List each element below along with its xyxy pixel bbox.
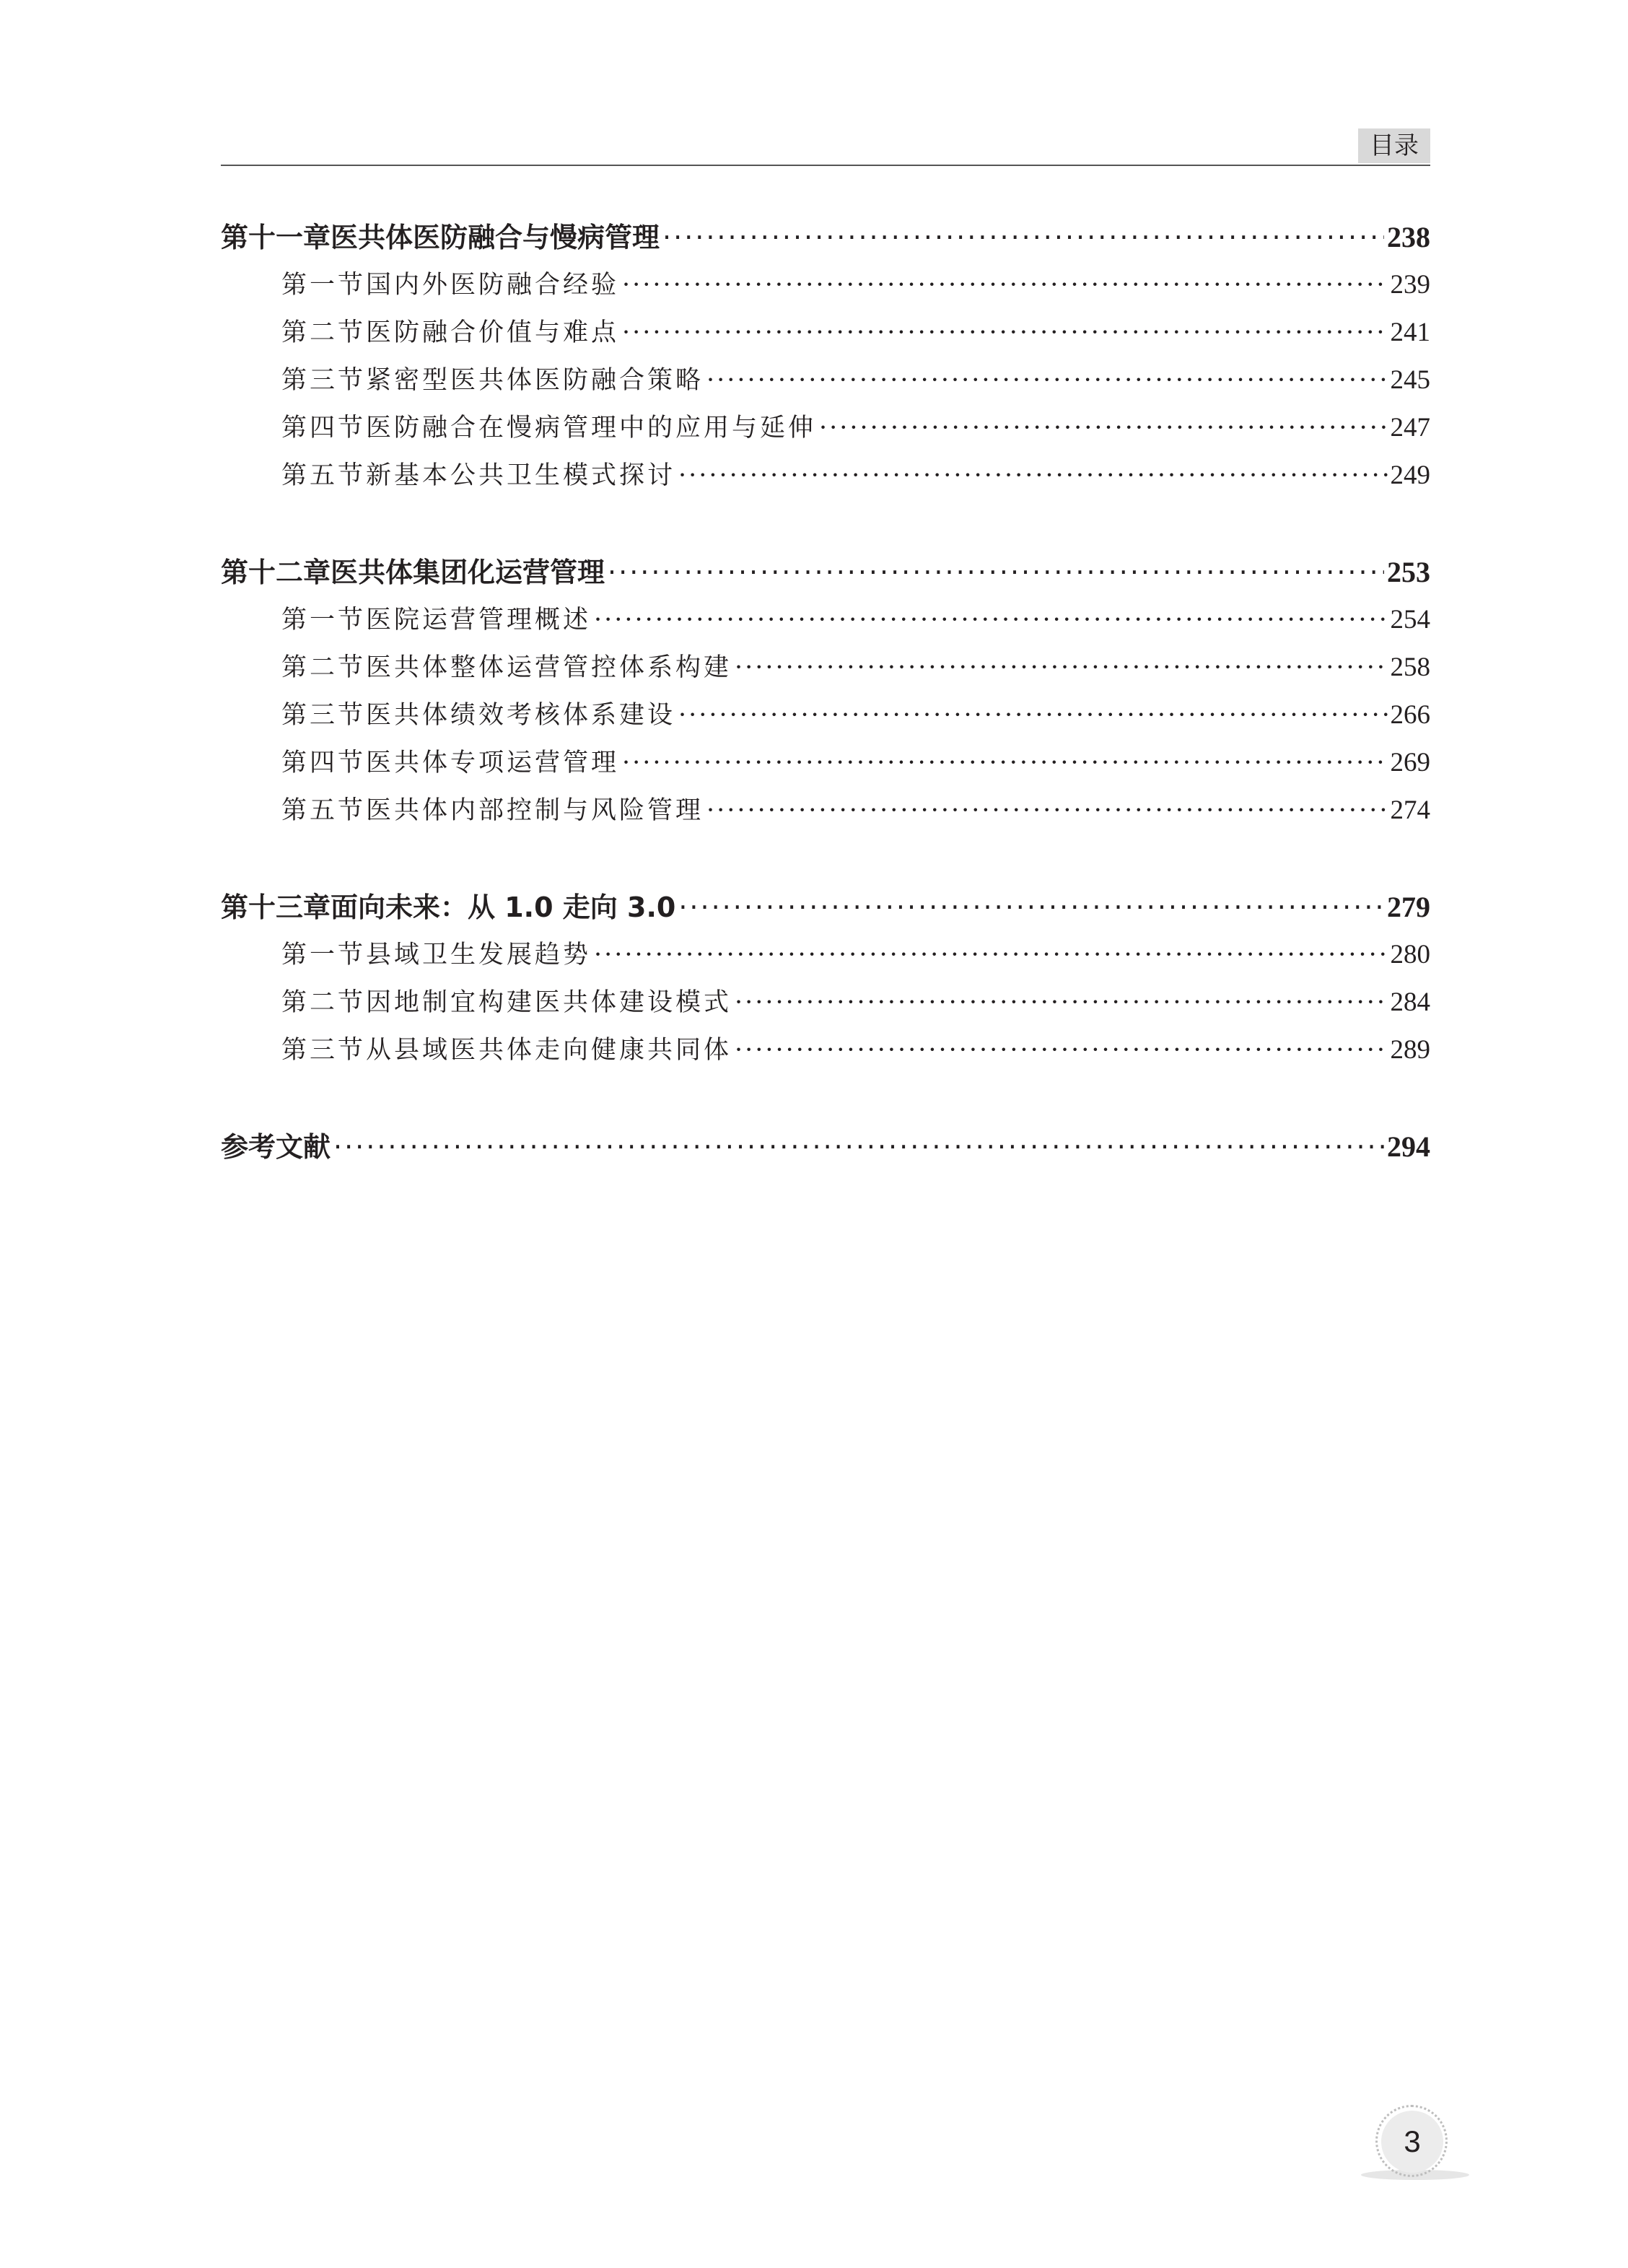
dot-leader [819,404,1387,452]
section-number: 第三节 [281,701,367,730]
page-number: 294 [1387,1130,1430,1163]
dot-leader [608,549,1384,596]
toc-section[interactable] [221,1026,1430,1074]
page-number-badge: 3 [1381,2111,1443,2173]
section-number: 第二节 [281,318,367,347]
toc-section[interactable] [221,979,1430,1026]
section-title: 医共体内部控制与风险管理 [366,796,704,825]
dot-leader [622,261,1387,309]
section-number: 第一节 [281,941,367,969]
page-number: 238 [1387,221,1430,253]
page-number: 245 [1390,365,1430,395]
section-number: 第二节 [281,988,367,1017]
toc-section[interactable] [221,404,1430,452]
chapter-spacer [221,1074,1430,1123]
dot-leader [594,596,1387,644]
section-title: 县域卫生发展趋势 [366,941,592,969]
chapter-title: 医共体集团化运营管理 [331,557,605,588]
dot-leader [706,787,1387,834]
chapter-number: 第十二章 [221,557,331,588]
section-number: 第一节 [281,271,367,300]
section-title: 从县域医共体走向健康共同体 [366,1036,732,1065]
page-number: 254 [1390,605,1430,634]
page-number: 266 [1390,700,1430,730]
dot-leader [678,452,1387,500]
chapter-title: 医共体医防融合与慢病管理 [331,222,660,253]
chapter-title: 面向未来：从 1.0 走向 3.0 [331,891,676,923]
toc-section[interactable] [221,787,1430,834]
section-title: 医共体专项运营管理 [366,749,620,777]
toc-section[interactable] [221,357,1430,404]
section-number: 第三节 [281,1036,367,1065]
section-title: 新基本公共卫生模式探讨 [366,461,676,490]
section-number: 第五节 [281,461,367,490]
page-number: 289 [1390,1035,1430,1065]
section-number: 第四节 [281,414,367,442]
section-title: 国内外医防融合经验 [366,271,620,300]
running-header-label: 目录 [1358,128,1430,163]
references-title: 参考文献 [221,1131,331,1163]
page-number: 249 [1390,461,1430,490]
toc-section[interactable] [221,309,1430,357]
section-title: 医防融合在慢病管理中的应用与延伸 [366,414,817,442]
toc-references[interactable] [221,1123,1430,1171]
section-title: 医防融合价值与难点 [366,318,620,347]
dot-leader [662,214,1384,261]
section-number: 第三节 [281,366,367,395]
dot-leader [678,884,1384,931]
section-number: 第四节 [281,749,367,777]
toc-section[interactable] [221,739,1430,787]
header-rule [221,165,1430,166]
toc-section[interactable] [221,931,1430,979]
page-number: 280 [1390,940,1430,969]
page-number: 284 [1390,987,1430,1017]
table-of-contents [221,214,1430,1171]
section-title: 医院运营管理概述 [366,606,592,634]
dot-leader [706,357,1387,404]
chapter-number: 第十三章 [221,891,331,923]
dot-leader [622,739,1387,787]
page-number: 253 [1387,556,1430,588]
page-number: 241 [1390,318,1430,347]
section-title: 医共体整体运营管控体系构建 [366,653,732,682]
page-number: 258 [1390,653,1430,682]
page-number: 279 [1387,891,1430,923]
toc-chapter-12[interactable] [221,549,1430,596]
dot-leader [735,979,1387,1026]
section-title: 医共体绩效考核体系建设 [366,701,676,730]
section-number: 第一节 [281,606,367,634]
dot-leader [622,309,1387,357]
toc-section[interactable] [221,644,1430,692]
chapter-spacer [221,500,1430,549]
toc-section[interactable] [221,261,1430,309]
page-number: 274 [1390,795,1430,825]
dot-leader [594,931,1387,979]
toc-section[interactable] [221,596,1430,644]
dot-leader [333,1123,1384,1171]
dot-leader [678,692,1387,739]
toc-chapter-13[interactable] [221,884,1430,931]
section-number: 第二节 [281,653,367,682]
chapter-number: 第十一章 [221,222,331,253]
section-title: 因地制宜构建医共体建设模式 [366,988,732,1017]
toc-section[interactable] [221,692,1430,739]
toc-chapter-11[interactable] [221,214,1430,261]
page-number: 239 [1390,270,1430,300]
dot-leader [735,644,1387,692]
section-number: 第五节 [281,796,367,825]
page-number: 269 [1390,748,1430,777]
chapter-spacer [221,834,1430,884]
page-number: 247 [1390,413,1430,442]
toc-section[interactable] [221,452,1430,500]
section-title: 紧密型医共体医防融合策略 [366,366,704,395]
dot-leader [735,1026,1387,1074]
